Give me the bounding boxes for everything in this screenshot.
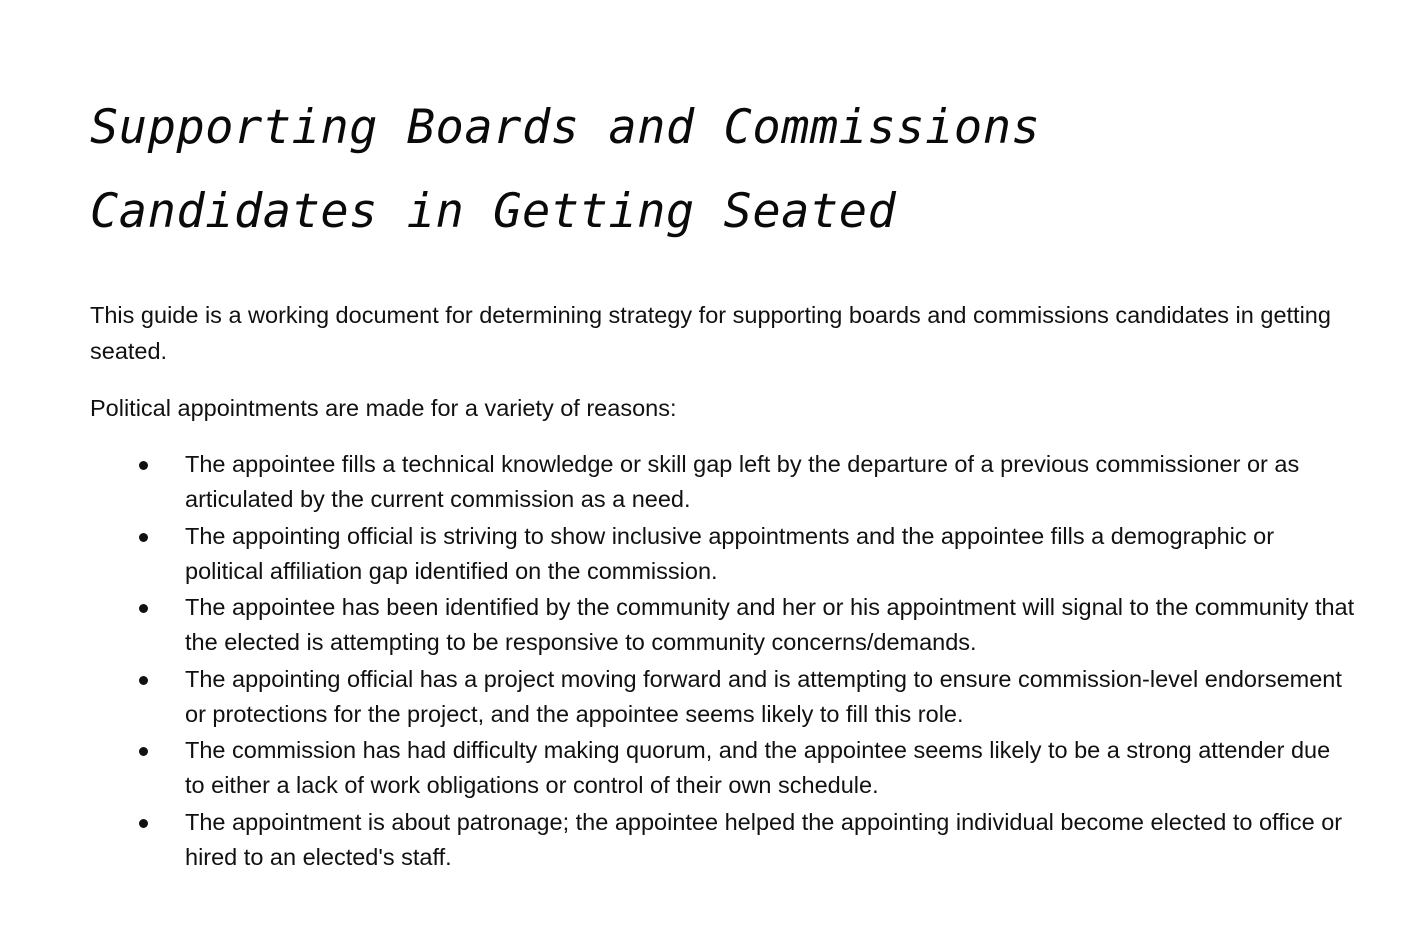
bullet-icon xyxy=(139,461,148,470)
reason-text: The commission has had difficulty making quorum, and the appointee seems likely to be a strong attender due to either a lack of work obligations or control of their own schedule. xyxy=(185,737,1331,799)
reason-list-item xyxy=(0,662,1422,734)
reason-text: The appointing official has a project moving forward and is attempting to ensure commission-level endorsement or protections for the project, and the appointee seems likely to fill this role. xyxy=(185,665,1342,727)
reason-list-item xyxy=(0,590,1422,662)
bullet-icon xyxy=(139,819,148,828)
reason-list-item xyxy=(0,447,1422,519)
reasons-list xyxy=(0,447,1422,877)
reasons-lead-paragraph: Political appointments are made for a variety of reasons: xyxy=(90,395,677,421)
reason-list-item xyxy=(0,733,1422,805)
reason-text: The appointee has been identified by the community and her or his appointment will signal to the community that the elected is attempting to be responsive to community concerns/demands. xyxy=(185,594,1355,656)
reason-text: The appointing official is striving to show inclusive appointments and the appointee fills a demographic or political affiliation gap identified on the commission. xyxy=(185,522,1275,584)
document-title: Supporting Boards and Commissions Candidates in Getting Seated xyxy=(90,100,1041,239)
bullet-icon xyxy=(139,604,148,613)
bullet-icon xyxy=(139,533,148,542)
reason-list-item xyxy=(0,519,1422,591)
reason-text: The appointee fills a technical knowledge or skill gap left by the departure of a previous commissioner or as articulated by the current commission as a need. xyxy=(185,451,1300,512)
reason-list-item xyxy=(0,805,1422,877)
bullet-icon xyxy=(139,676,148,685)
reason-text: The appointment is about patronage; the appointee helped the appointing individual become elected to office or hired to an elected's staff. xyxy=(185,808,1343,870)
bullet-icon xyxy=(139,747,148,756)
intro-paragraph: This guide is a working document for determining strategy for supporting boards and commissions candidates in getting seated. xyxy=(90,302,1331,364)
